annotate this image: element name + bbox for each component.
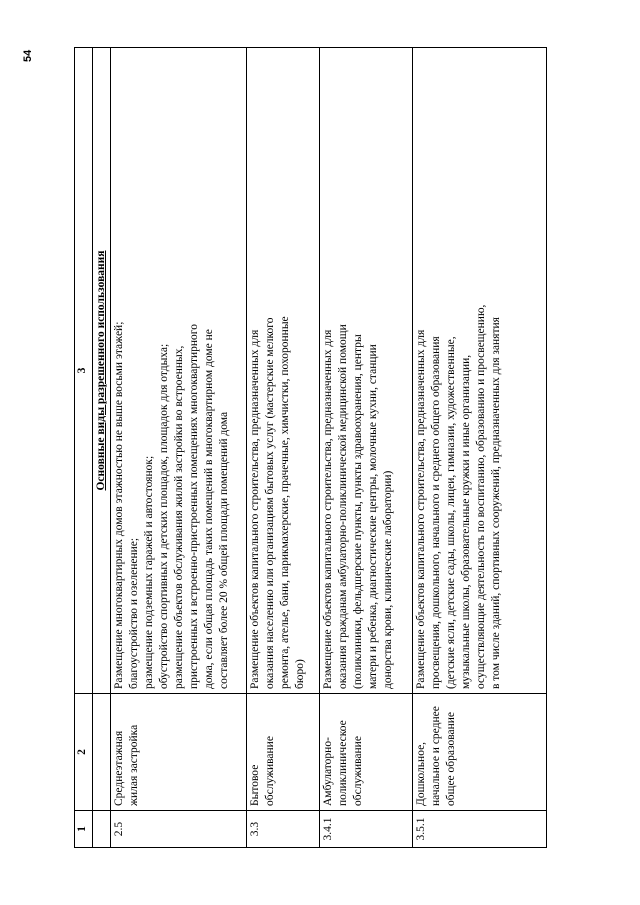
table-row (320, 48, 413, 848)
header-col-2: 2 (75, 694, 93, 811)
row-desc-line: Размещение объектов капитального строительства, предназначенных для (415, 329, 427, 689)
row-name-line: обслуживание (264, 736, 276, 806)
row-description (320, 48, 413, 694)
row-description (413, 48, 547, 694)
table-row (111, 48, 247, 848)
row-name (247, 694, 320, 811)
header-col-3: 3 (75, 48, 93, 694)
page-number: 54 (22, 49, 34, 62)
row-desc-line: Размещение объектов капитального строительства, предназначенных для (249, 329, 261, 689)
row-description (111, 48, 247, 694)
row-description (247, 48, 320, 694)
section-empty-cell (93, 694, 111, 811)
section-empty-cell (93, 811, 111, 848)
row-name-line: Амбулаторно- (322, 737, 334, 806)
row-desc-line: размещение подземных гаражей и автостоянок; (143, 455, 155, 689)
row-code: 3.5.1 (413, 811, 547, 848)
row-desc-line: в том числе зданий, спортивных сооружений, предназначенных для занятия (490, 317, 502, 689)
row-name-line: жилая застройка (128, 724, 140, 806)
row-desc-line: обустройство спортивных и детских площадок, площадок для отдыха; (158, 343, 170, 689)
row-desc-line: донорства крови, клинические лаборатории) (382, 470, 394, 689)
land-use-table (74, 47, 547, 848)
section-title: Основные виды разрешенного использования (93, 48, 111, 694)
row-desc-line: оказания гражданам амбулаторно-поликлинической медицинской помощи (337, 324, 349, 689)
table-row (247, 48, 320, 848)
header-col-1: 1 (75, 811, 93, 848)
row-code: 2.5 (111, 811, 247, 848)
row-desc-line: музыкальные школы, образовательные кружки и иные организации, (460, 354, 472, 689)
row-desc-line: составляет более 20 % общей площади помещений дома (218, 411, 230, 689)
row-name-line: Бытовое (249, 764, 261, 806)
row-desc-line: матери и ребенка, диагностические центры, молочные кухни, станции (367, 344, 379, 689)
row-desc-line: Размещение многоквартирных домов этажностью не выше восьми этажей; (113, 321, 125, 689)
rotated-page-content (74, 48, 546, 848)
row-desc-line: размещение объектов обслуживания жилой застройки во встроенных, (173, 345, 185, 689)
row-desc-line: пристроенных и встроенно-пристроенных помещениях многоквартирного (188, 324, 200, 689)
row-name (413, 694, 547, 811)
row-desc-line: дома, если общая площадь таких помещений в многоквартирном доме не (203, 329, 215, 689)
row-desc-line: просвещения, дошкольного, начального и среднего общего образования (430, 336, 442, 689)
row-name-line: общее образование (445, 711, 457, 806)
row-code: 3.4.1 (320, 811, 413, 848)
row-desc-line: благоустройство и озеленение; (128, 537, 140, 689)
row-name (320, 694, 413, 811)
row-name-line: поликлиническое (337, 720, 349, 806)
row-name-line: Среднеэтажная (113, 730, 125, 806)
section-row (93, 48, 111, 848)
row-name (111, 694, 247, 811)
table-row (413, 48, 547, 848)
row-desc-line: (поликлиники, фельдшерские пункты, пункты здравоохранения, центры (352, 334, 364, 689)
row-name-line: обслуживание (352, 736, 364, 806)
row-desc-line: (детские ясли, детские сады, школы, лицеи, гимназии, художественные, (445, 336, 457, 689)
row-desc-line: осуществляющие деятельность по воспитанию, образованию и просвещению, (475, 304, 487, 689)
row-name-line: начальное и среднее (430, 706, 442, 806)
row-code: 3.3 (247, 811, 320, 848)
row-desc-line: ремонта, ателье, бани, парикмахерские, прачечные, химчистки, похоронные (279, 316, 291, 689)
row-name-line: Дошкольное, (415, 741, 427, 806)
table-header-row (75, 48, 93, 848)
row-desc-line: Размещение объектов капитального строительства, предназначенных для (322, 329, 334, 689)
row-desc-line: бюро) (294, 659, 306, 689)
row-desc-line: оказания населению или организациям бытовых услуг (мастерские мелкого (264, 317, 276, 689)
